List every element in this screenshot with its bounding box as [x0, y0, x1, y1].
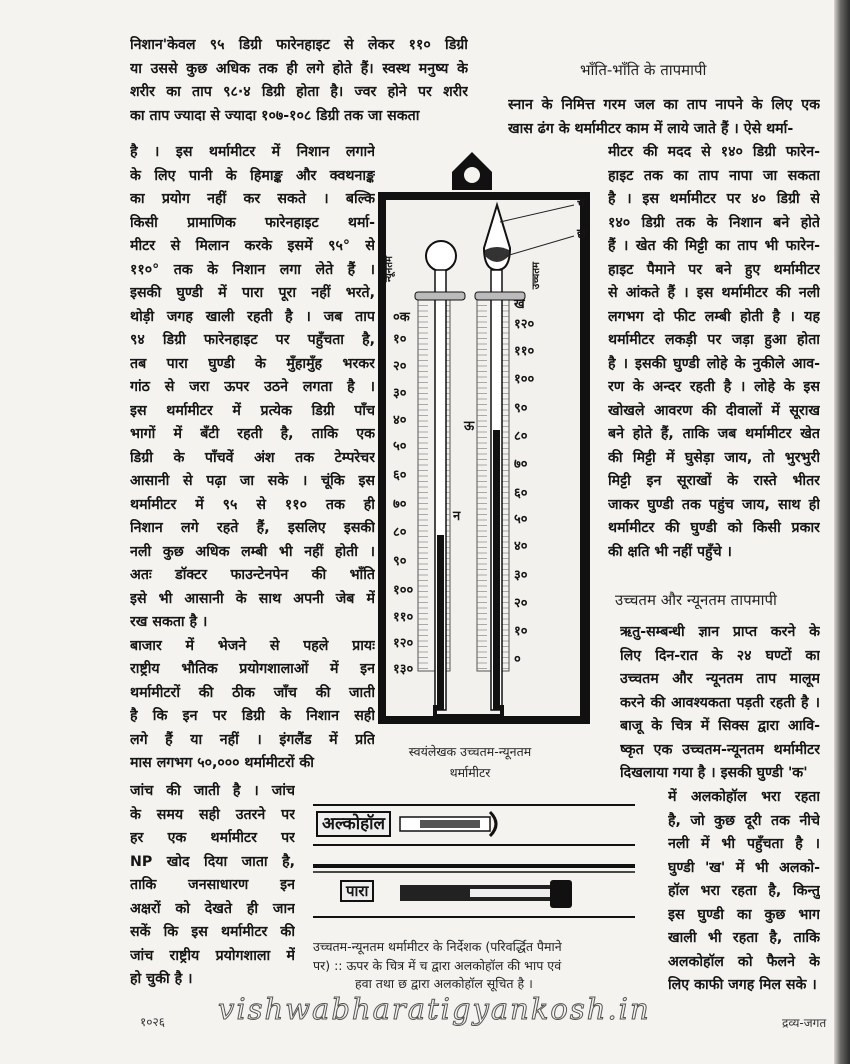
- text-line: बने होते हैं, ताकि जब थर्मामीटर खेत: [608, 426, 820, 442]
- text-line: अलकोहॉल को फैलने के: [668, 953, 820, 970]
- scale-label: १००: [393, 583, 414, 598]
- scale-label: ०क: [393, 310, 410, 325]
- scale-label: ११०: [514, 344, 535, 359]
- scale-label: ०: [514, 652, 521, 667]
- text-line: या उससे कुछ अधिक तक ही लगे होते हैं। स्वस्थ मनुष्य के: [130, 60, 468, 77]
- text-line: ताकि जनसाधारण इन: [130, 877, 295, 893]
- scale-label: ९०: [393, 554, 407, 569]
- running-title: द्रव्य-जगत: [782, 1016, 827, 1030]
- text-line: के समय सही उतरने पर: [130, 806, 295, 823]
- text-line: रण के अन्दर रहती है । लोहे के इस: [608, 379, 820, 395]
- text-line: हो चुकी है ।: [130, 971, 193, 987]
- text-line: इसे भी आसानी के साथ अपनी जेब में: [130, 590, 375, 607]
- text-line: अक्षरों को देखते ही जान: [130, 900, 295, 917]
- text-line: हाइट पैमाने पर बने हुए थर्मामीटर: [608, 261, 820, 278]
- min-scale-title: न्यूनतम: [384, 256, 395, 282]
- text-line: जांच की जाती है । जांच: [130, 783, 295, 799]
- text-line: ११०° तक के निशान लगा लेते हैं ।: [130, 261, 375, 278]
- scale-label: १०: [393, 332, 407, 347]
- text-line: किसी प्रामाणिक फारेनहाइट थर्मा-: [130, 214, 375, 231]
- scale-label: ३०: [393, 386, 407, 401]
- text-line: निशान'केवल ९५ डिग्री फारेनहाइट से लेकर ११० डिग्री: [130, 37, 468, 53]
- text-line: थर्मामीटर लकड़ी पर जड़ा हुआ होता: [608, 332, 820, 348]
- text-line: नली कुछ अधिक लम्बी भी नहीं होती ।: [130, 543, 375, 560]
- text-line: थर्मामीटर की घुण्डी को किसी प्रकार: [608, 520, 820, 536]
- text-line: सकें कि इस थर्मामीटर की: [130, 924, 295, 940]
- figure1-caption-line2: थर्मामीटर: [449, 765, 491, 780]
- scale-label: ७०: [514, 457, 528, 472]
- text-line: उच्चतम और न्यूनतम ताप मालूम: [620, 671, 820, 687]
- text-line: दिखलाया गया है । इसकी घुण्डी 'क': [620, 765, 808, 781]
- text-line: थर्मामीटर में ९५ से ११० तक ही: [130, 496, 375, 513]
- scale-label: ६०: [393, 468, 407, 483]
- scale-label: ६०: [514, 486, 528, 501]
- scale-label: ८०: [514, 429, 528, 444]
- text-line: ऋतु-सम्बन्धी ज्ञान प्राप्त करने के: [620, 624, 820, 640]
- text-line: १४० डिग्री तक के निशान बने होते: [608, 214, 820, 231]
- max-scale-title: उच्चतम: [531, 262, 542, 290]
- text-line: मिट्टी इन सूराखों के रास्ते भीतर: [608, 473, 820, 489]
- text-line: तब पारा घुण्डी के मुँहामुँह भरकर: [130, 355, 375, 372]
- text-line: का ताप ज्यादा से ज्यादा १०७-१०८ डिग्री तक जा सकता: [130, 107, 420, 124]
- text-line: आसानी से पढ़ा जा सके । चूंकि इस: [130, 473, 375, 489]
- label-u: ऊ: [464, 419, 475, 434]
- text-line: लगभग दो फीट लम्बी होती है । यह: [608, 308, 820, 325]
- page-number: १०२६: [140, 1015, 165, 1029]
- text-line: ष्कृत एक उच्चतम-न्यूनतम थर्मामीटर: [620, 741, 820, 758]
- text-line: ९४ डिग्री फारेनहाइट पर पहुँचता है,: [130, 332, 375, 348]
- figure2-caption-line3: हवा तथा छ द्वारा अलकोहॉल सूचित है ।: [355, 976, 533, 991]
- text-line: भागों में बँटी रहती है, ताकि एक: [130, 426, 375, 442]
- text-line: हॉल भरा रहता है, किन्तु: [668, 883, 820, 899]
- text-line: रख सकता है ।: [130, 614, 208, 630]
- text-line: से आंकते हैं । इस थर्मामीटर की नली: [608, 285, 820, 301]
- text-line: है, जो कुछ दूरी तक नीचे: [668, 812, 820, 829]
- figure2-caption-line2: पर) :: ऊपर के चित्र में च द्वारा अलकोहॉल की भाप एवं: [313, 958, 562, 973]
- text-line: घुण्डी 'ख' में भी अलको-: [668, 859, 820, 876]
- text-line: NP खोद दिया जाता है,: [130, 853, 295, 870]
- scale-label: ५०: [514, 512, 528, 527]
- text-line: के लिए पानी के हिमाङ्क और क्वथनाङ्क: [130, 167, 375, 184]
- scale-label: ३०: [514, 568, 528, 583]
- figure2-caption-line1: उच्चतम-न्यूनतम थर्मामीटर के निर्देशक (परिवर्द्धित पैमाने: [313, 939, 562, 954]
- scale-label: ५०: [393, 439, 407, 454]
- text-line: इस थर्मामीटर में प्रत्येक डिग्री पाँच: [130, 402, 375, 419]
- text-line: हाइट तक का ताप नापा जा सकता: [608, 167, 820, 184]
- text-line: लगे हैं या नहीं । इंगलैंड में प्रति: [130, 731, 375, 748]
- scale-label: १००: [514, 372, 535, 387]
- text-line: है । इस थर्मामीटर पर ४० डिग्री से: [608, 191, 820, 207]
- text-line: खोखले आवरण की दीवालों में सूराख: [608, 402, 820, 419]
- section-heading-max-min-thermometer: उच्चतम और न्यूनतम तापमापी: [615, 591, 777, 609]
- text-line: की मिट्टी में घुसेड़ा जाय, तो भुरभुरी: [608, 449, 820, 466]
- label-chh: छ: [577, 227, 587, 242]
- scale-label: ४०: [393, 413, 407, 428]
- scale-label: ४०: [514, 539, 528, 554]
- text-line: है । इसकी घुण्डी लोहे के नुकीले आव-: [608, 355, 820, 372]
- text-line: खास ढंग के थर्मामीटर काम में लाये जाते हैं । ऐसे थर्मा-: [508, 120, 794, 137]
- text-line: जाकर घुण्डी तक पहुंच जाय, साथ ही: [608, 496, 820, 513]
- label-n: न: [453, 509, 461, 524]
- text-line: शरीर का ताप ९८·४ डिग्री होता है। ज्वर होने पर शरीर: [130, 84, 468, 100]
- scale-label: २०: [514, 596, 528, 611]
- text-line: नली में भी पहुँचता है ।: [668, 836, 820, 852]
- scale-label: ८०: [393, 525, 407, 540]
- text-line: की क्षति भी नहीं पहुँचे ।: [608, 543, 732, 560]
- scale-label: १२०: [514, 317, 535, 332]
- text-line: मीटर से मिलान करके इसमें ९५° से: [130, 238, 375, 254]
- text-line: हर एक थर्मामीटर पर: [130, 830, 295, 846]
- text-line: हैं । खेत की मिट्टी का ताप भी फारेन-: [608, 238, 820, 254]
- text-line: डिग्री के पाँचवें अंश तक टेम्परेचर: [130, 449, 375, 466]
- label-ch: च: [577, 196, 586, 211]
- text-line: मास लगभग ५०,००० थर्मामीटरों की: [130, 755, 314, 771]
- text-line: स्नान के निमित्त गरम जल का ताप नापने के लिए एक: [508, 97, 820, 113]
- text-line: इस घुण्डी का कुछ भाग: [668, 906, 820, 923]
- text-line: का प्रयोग नहीं कर सकते । बल्कि: [130, 191, 375, 207]
- text-line: लिए काफी जगह मिल सके ।: [668, 977, 817, 993]
- text-line: लिए दिन-रात के २४ घण्टों का: [620, 647, 820, 664]
- scale-label: ७०: [393, 497, 407, 512]
- text-line: में अलकोहॉल भरा रहता: [668, 789, 820, 805]
- text-line: थर्मामीटरों की ठीक जाँच की जाती: [130, 684, 375, 701]
- scale-label: १२०: [393, 636, 414, 651]
- text-line: है कि इन पर डिग्री के निशान सही: [130, 708, 375, 724]
- text-line: निशान लगे रहते हैं, इसलिए इसकी: [130, 520, 375, 536]
- mercury-label: पारा: [340, 880, 374, 902]
- text-line: बाजार में भेजने से पहले प्रायः: [130, 637, 375, 654]
- text-line: इसकी घुण्डी में पारा पूरा नहीं भरते,: [130, 285, 375, 301]
- section-heading-various-thermometers: भाँति-भाँति के तापमापी: [580, 61, 707, 79]
- text-line: बाजू के चित्र में सिक्स द्वारा आवि-: [620, 718, 820, 734]
- scale-label: ९०: [514, 401, 528, 416]
- watermark: vishwabharatigyankosh.in: [218, 992, 651, 1026]
- scale-label: १३०: [393, 662, 414, 677]
- text-line: करने की आवश्यकता पड़ती रहती है ।: [620, 694, 820, 711]
- alcohol-label: अल्कोहॉल: [316, 811, 391, 837]
- text-line: थोड़ी जगह खाली रहती है । जब ताप: [130, 308, 375, 325]
- text-line: अतः डॉक्टर फाउन्टेनपेन की भाँति: [130, 567, 375, 583]
- scale-label: ख: [514, 297, 525, 312]
- text-line: गांठ से जरा ऊपर उठने लगता है ।: [130, 379, 375, 395]
- text-line: राष्ट्रीय भौतिक प्रयोगशालाओं में इन: [130, 661, 375, 677]
- text-line: मीटर की मदद से १४० डिग्री फारेन-: [608, 144, 820, 160]
- figure1-caption-line1: स्वयंलेखक उच्चतम-न्यूनतम: [408, 744, 532, 759]
- scale-label: १०: [514, 624, 528, 639]
- text-line: है । इस थर्मामीटर में निशान लगाने: [130, 144, 375, 160]
- text-line: खाली भी रहता है, ताकि: [668, 930, 820, 946]
- scale-label: ११०: [393, 610, 414, 625]
- scale-label: २०: [393, 359, 407, 374]
- text-line: जांच राष्ट्रीय प्रयोगशाला में: [130, 947, 295, 964]
